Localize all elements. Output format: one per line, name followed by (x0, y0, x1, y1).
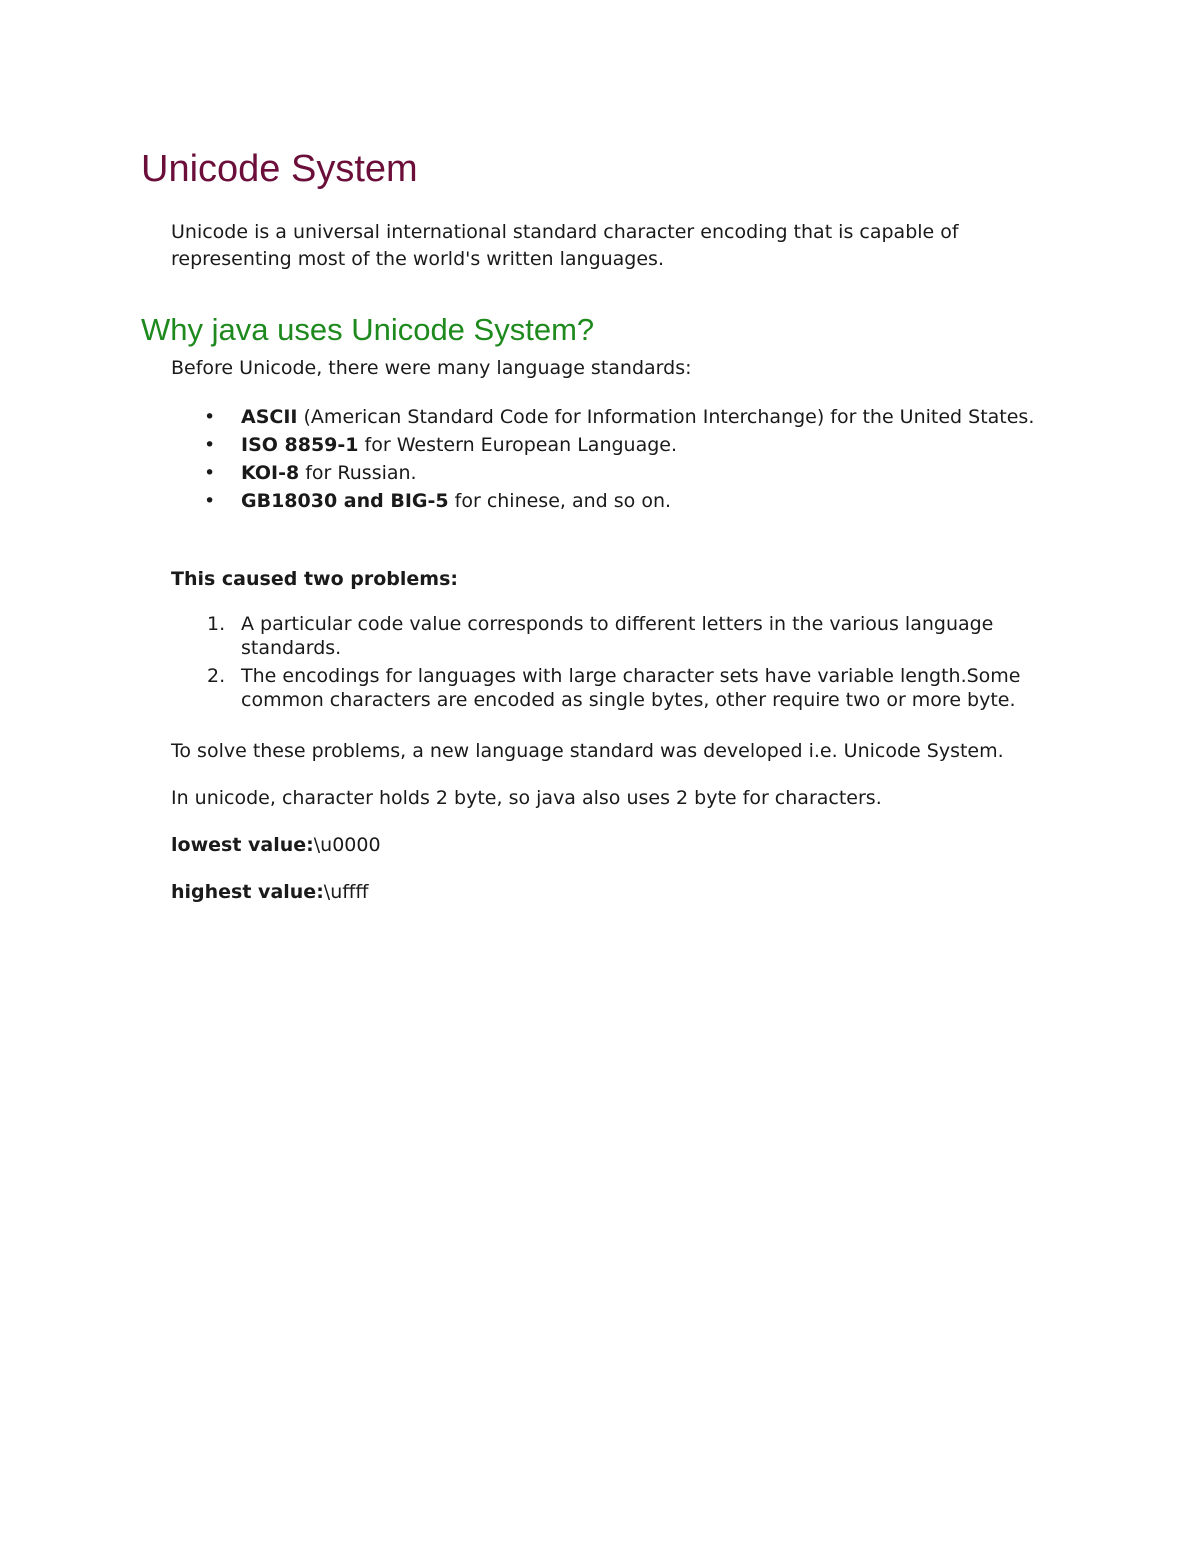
list-item (171, 433, 1051, 457)
standard-name: ISO 8859-1 (241, 434, 359, 456)
standard-name: KOI-8 (241, 462, 300, 484)
item-number: 1. (207, 613, 226, 635)
list-item (171, 405, 1051, 429)
intro-paragraph: Unicode is a universal international standard character encoding that is capable of representing most of the world's written languages. (171, 221, 959, 270)
lowest-label: lowest value: (171, 834, 314, 856)
list-item (171, 489, 1051, 513)
unicode-paragraph: In unicode, character holds 2 byte, so java also uses 2 byte for characters. (171, 787, 882, 809)
standard-desc: for Western European Language. (358, 434, 678, 456)
problems-heading: This caused two problems: (171, 568, 458, 590)
highest-label: highest value: (171, 881, 324, 903)
section-heading: Why java uses Unicode System? (141, 312, 595, 347)
solve-paragraph: To solve these problems, a new language standard was developed i.e. Unicode System. (171, 740, 1004, 762)
highest-value-line (171, 879, 1051, 906)
lowest-value: \u0000 (313, 834, 381, 856)
bullet-icon: • (204, 462, 216, 484)
highest-value: \uffff (323, 881, 369, 903)
bullet-icon: • (204, 434, 216, 456)
standards-list (171, 405, 1051, 517)
problems-list (171, 612, 1051, 716)
problem-text: A particular code value corresponds to different letters in the various language standards. (241, 613, 994, 659)
standard-desc: for chinese, and so on. (448, 490, 672, 512)
standard-name: GB18030 and BIG-5 (241, 490, 449, 512)
before-paragraph: Before Unicode, there were many language standards: (171, 357, 692, 379)
problem-text: The encodings for languages with large character sets have variable length.Some common characters are encoded as single bytes, other require two or more byte. (241, 665, 1021, 711)
list-item (171, 664, 1051, 712)
standard-desc: (American Standard Code for Information Interchange) for the United States. (297, 406, 1035, 428)
list-item (171, 461, 1051, 485)
standard-name: ASCII (241, 406, 298, 428)
bullet-icon: • (204, 406, 216, 428)
page-title: Unicode System (141, 148, 418, 190)
list-item (171, 612, 1051, 660)
standard-desc: for Russian. (299, 462, 417, 484)
lowest-value-line (171, 832, 1051, 859)
bullet-icon: • (204, 490, 216, 512)
item-number: 2. (207, 665, 226, 687)
